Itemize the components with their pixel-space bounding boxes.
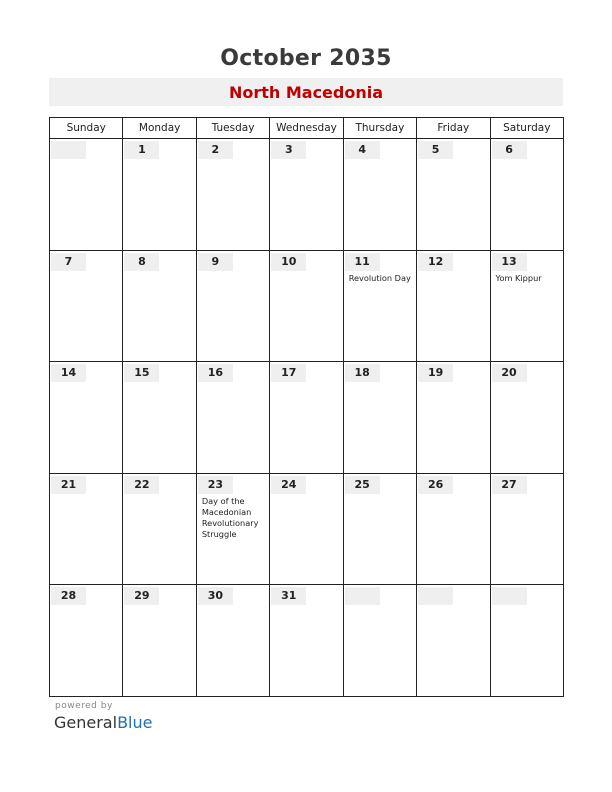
- weekday-saturday: Saturday: [490, 118, 563, 139]
- day-number: 26: [418, 476, 453, 494]
- day-number: 24: [271, 476, 306, 494]
- day-cell: [417, 139, 490, 251]
- day-number: 31: [271, 587, 306, 605]
- day-number: 12: [418, 253, 453, 271]
- day-number: 5: [418, 141, 453, 159]
- day-cell: [417, 473, 490, 585]
- day-number: 10: [271, 253, 306, 271]
- day-number: [492, 587, 527, 605]
- holiday-label: Yom Kippur: [495, 272, 542, 283]
- holiday-label: Day of the Macedonian Revolutionary Struggle: [201, 495, 259, 539]
- day-cell: [270, 362, 343, 474]
- weekday-header-row: [50, 118, 564, 139]
- week-row: [50, 473, 564, 585]
- day-cell: [417, 362, 490, 474]
- day-cell: [196, 585, 269, 697]
- holiday-label: Revolution Day: [348, 272, 411, 283]
- weekday-monday: Monday: [123, 118, 196, 139]
- day-number: 29: [124, 587, 159, 605]
- day-number: [51, 141, 86, 159]
- day-cell: [343, 362, 416, 474]
- brand-blue-text: Blue: [117, 713, 153, 732]
- day-cell: [270, 139, 343, 251]
- country-name: North Macedonia: [228, 83, 384, 102]
- week-row: [50, 362, 564, 474]
- day-number: 2: [198, 141, 233, 159]
- day-cell: [343, 139, 416, 251]
- day-cell: [50, 473, 123, 585]
- day-cell: [123, 139, 196, 251]
- day-number: 13: [492, 253, 527, 271]
- day-cell: [270, 585, 343, 697]
- powered-by-label: powered by: [55, 701, 113, 711]
- day-number: 30: [198, 587, 233, 605]
- day-cell: [490, 250, 563, 362]
- day-number: 4: [345, 141, 380, 159]
- day-number: 20: [492, 364, 527, 382]
- day-number: 23: [198, 476, 233, 494]
- day-cell: [196, 250, 269, 362]
- day-number: [345, 587, 380, 605]
- day-cell: [490, 139, 563, 251]
- day-number: 7: [51, 253, 86, 271]
- day-cell: [50, 250, 123, 362]
- day-number: 22: [124, 476, 159, 494]
- week-row: [50, 250, 564, 362]
- day-cell: [270, 473, 343, 585]
- day-number: 1: [124, 141, 159, 159]
- day-cell: [50, 362, 123, 474]
- weekday-thursday: Thursday: [343, 118, 416, 139]
- day-cell: [417, 585, 490, 697]
- day-cell: [196, 362, 269, 474]
- day-number: 21: [51, 476, 86, 494]
- weekday-tuesday: Tuesday: [196, 118, 269, 139]
- day-cell: [196, 139, 269, 251]
- day-cell: [490, 362, 563, 474]
- weekday-wednesday: Wednesday: [270, 118, 343, 139]
- day-number: [418, 587, 453, 605]
- day-cell: [343, 250, 416, 362]
- day-number: 3: [271, 141, 306, 159]
- brand-general-text: General: [54, 713, 118, 732]
- day-cell: [490, 473, 563, 585]
- day-cell: [490, 585, 563, 697]
- generalblue-logo[interactable]: [54, 713, 152, 732]
- day-cell: [417, 250, 490, 362]
- day-cell: [123, 250, 196, 362]
- day-cell: [343, 473, 416, 585]
- day-number: 17: [271, 364, 306, 382]
- calendar-grid: [49, 117, 564, 697]
- day-number: 19: [418, 364, 453, 382]
- day-number: 11: [345, 253, 380, 271]
- day-cell: [270, 250, 343, 362]
- day-cell: [123, 362, 196, 474]
- day-number: 25: [345, 476, 380, 494]
- day-cell: [123, 473, 196, 585]
- day-number: 9: [198, 253, 233, 271]
- page-title: October 2035: [220, 46, 392, 71]
- day-number: 18: [345, 364, 380, 382]
- weekday-friday: Friday: [417, 118, 490, 139]
- day-cell: [50, 585, 123, 697]
- day-cell: [123, 585, 196, 697]
- day-number: 15: [124, 364, 159, 382]
- weekday-sunday: Sunday: [50, 118, 123, 139]
- day-number: 6: [492, 141, 527, 159]
- day-number: 27: [492, 476, 527, 494]
- week-row: [50, 139, 564, 251]
- day-cell: [50, 139, 123, 251]
- day-number: 14: [51, 364, 86, 382]
- day-number: 16: [198, 364, 233, 382]
- day-cell: [343, 585, 416, 697]
- day-cell: [196, 473, 269, 585]
- day-number: 8: [124, 253, 159, 271]
- week-row: [50, 585, 564, 697]
- day-number: 28: [51, 587, 86, 605]
